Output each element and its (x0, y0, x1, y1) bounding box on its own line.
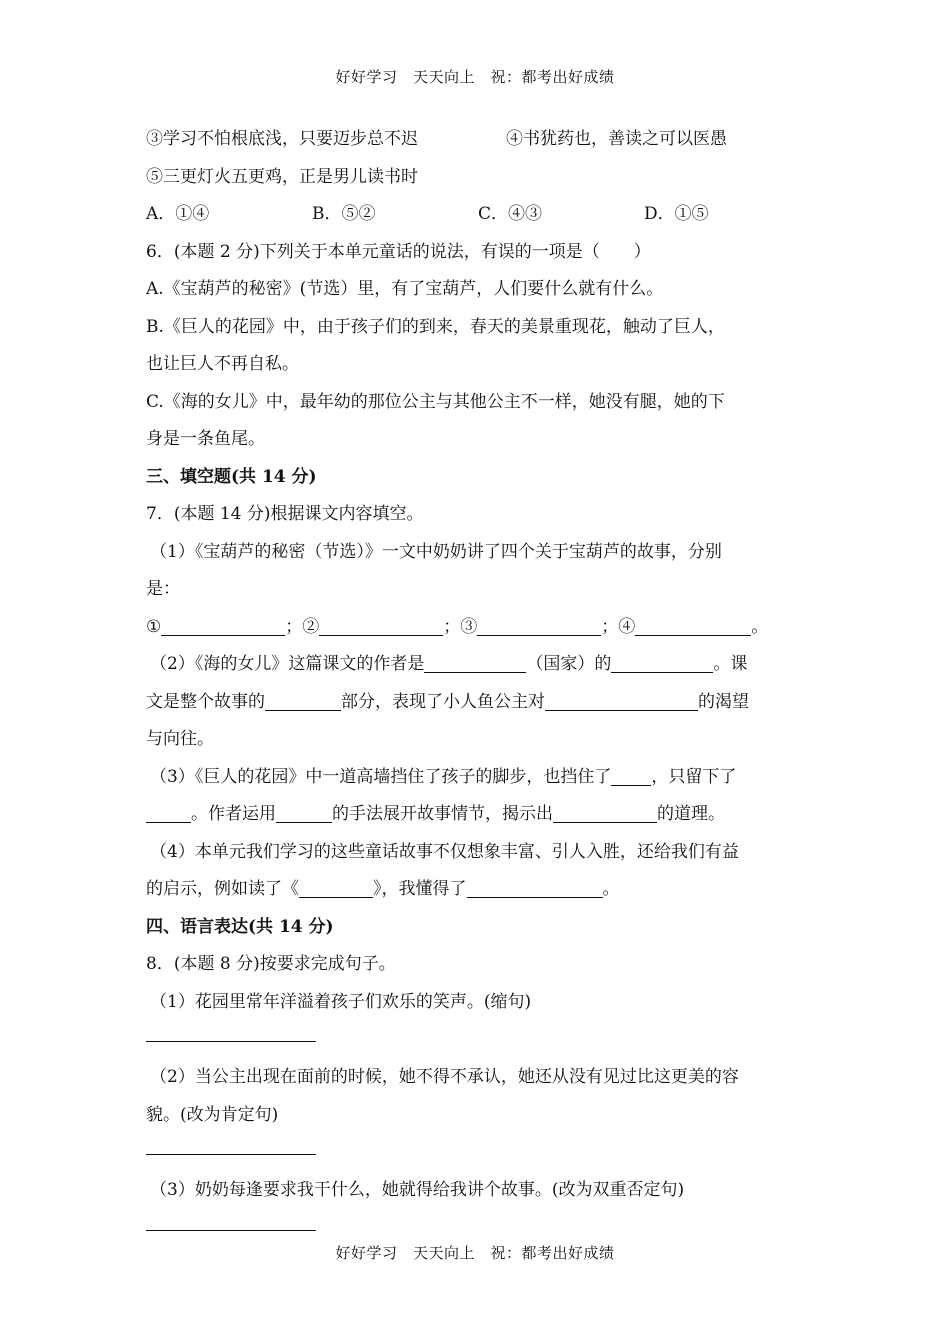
q7-blank-lesson[interactable] (553, 800, 657, 823)
q7-blank-author-name[interactable] (611, 650, 713, 673)
q7-blank-book[interactable] (299, 875, 373, 898)
q7-p2-text-6: 的渴望 (698, 691, 749, 712)
q8-answer-line-1[interactable] (146, 1040, 316, 1042)
q8-sentence-2-line1: （2）当公主出现在面前的时候，她不得不承认，她还从没有见过比这更美的容 (150, 1067, 739, 1087)
q7-label-3: ；③ (443, 616, 478, 637)
q7-part3-line1 (146, 759, 814, 797)
q6-option-c-line1: C.《海的女儿》中，最年幼的那位公主与其他公主不一样，她没有腿，她的下 (146, 391, 725, 412)
q7-p4-text-2: 》，我懂得了 (373, 879, 467, 899)
q5-option-c: C．④③ (478, 204, 543, 224)
q7-p3-text-3: 。作者运用 (191, 804, 276, 824)
q7-part1-line2: 是： (146, 579, 180, 599)
q7-p2-text-1: （2）《海的女儿》这篇课文的作者是 (150, 654, 425, 674)
q6-option-b-line1: B.《巨人的花园》中，由于孩子们的到来，春天的美景重现花，触动了巨人， (146, 316, 725, 337)
section-3-heading: 三、填空题(共 14 分) (146, 466, 317, 487)
q7-p2-text-3: 。课 (713, 654, 748, 674)
q7-part4-line1: （4）本单元我们学习的这些童话故事不仅想象丰富、引人入胜，还给我们有益 (150, 841, 739, 862)
q7-blank-blocked[interactable] (611, 763, 651, 786)
q6-option-a: A.《宝葫芦的秘密》(节选）里，有了宝葫芦，人们要什么就有什么。 (146, 279, 664, 299)
page-footer: 好好学习 天天向上 祝：都考出好成绩 (335, 1244, 615, 1262)
q7-p2-text-2: （国家）的 (526, 654, 612, 674)
q5-option-d: D．①⑤ (644, 204, 709, 224)
q7-p4-text-3: 。 (602, 879, 620, 899)
q5-items-row (146, 121, 814, 159)
q7-part1-blanks (146, 609, 814, 647)
q7-blank-left[interactable] (146, 800, 191, 823)
q8-sentence-1: （1）花园里常年洋溢着孩子们欢乐的笑声。(缩句) (150, 991, 532, 1012)
q7-blank-3[interactable] (477, 613, 601, 636)
q8-sentence-3: （3）奶奶每逢要求我干什么，她就得给我讲个故事。(改为双重否定句) (150, 1180, 685, 1200)
q7-p3-text-1: （3）《巨人的花园》中一道高墙挡住了孩子的脚步，也挡住了 (150, 766, 612, 787)
q6-option-b-line2: 也让巨人不再自私。 (146, 354, 299, 374)
q7-p3-text-4: 的手法展开故事情节，揭示出 (332, 804, 553, 824)
q7-blank-longing[interactable] (545, 688, 698, 711)
q7-blank-4[interactable] (635, 613, 751, 636)
q7-p2-text-4: 文是整个故事的 (146, 691, 265, 712)
q5-item-5: ⑤三更灯火五更鸡，正是男儿读书时 (146, 166, 418, 187)
q5-options (146, 196, 814, 234)
q7-blank-technique[interactable] (276, 800, 332, 823)
q7-p3-text-2: ，只留下了 (651, 766, 737, 787)
q5-item-3: ③学习不怕根底浅，只要迈步总不迟 (146, 129, 418, 149)
q5-item-4: ④书犹药也，善读之可以医愚 (506, 129, 727, 149)
page-header: 好好学习 天天向上 祝：都考出好成绩 (335, 68, 615, 86)
q7-blank-1[interactable] (161, 613, 285, 636)
q7-p3-text-5: 的道理。 (657, 804, 725, 824)
q5-option-a: A．①④ (146, 204, 210, 224)
q7-p4-text-1: 的启示，例如读了《 (146, 879, 299, 899)
q7-label-4: ；④ (601, 616, 636, 637)
q7-part2-line3: 与向往。 (146, 729, 214, 749)
q6-stem: 6．(本题 2 分)下列关于本单元童话的说法，有误的一项是（ ） (146, 241, 651, 262)
q7-stem: 7．(本题 14 分)根据课文内容填空。 (146, 504, 424, 524)
q7-part1-line1: （1）《宝葫芦的秘密（节选）》一文中奶奶讲了四个关于宝葫芦的故事，分别 (150, 541, 722, 562)
q7-label-end: 。 (751, 616, 769, 637)
q7-blank-author[interactable] (424, 650, 526, 673)
q7-part2-line1 (146, 646, 814, 684)
q7-part2-line2 (146, 684, 814, 722)
exam-content (146, 121, 814, 1248)
q8-answer-line-2[interactable] (146, 1153, 316, 1155)
q7-part4-line2 (146, 871, 814, 909)
q8-stem: 8．(本题 8 分)按要求完成句子。 (146, 954, 396, 974)
q7-blank-part[interactable] (265, 688, 341, 711)
q5-option-b: B．⑤② (312, 204, 376, 224)
q8-answer-line-3[interactable] (146, 1229, 316, 1231)
q6-option-c-line2: 身是一条鱼尾。 (146, 429, 265, 449)
section-4-heading: 四、语言表达(共 14 分) (146, 916, 334, 937)
q7-part3-line2 (146, 796, 814, 834)
q7-blank-learned[interactable] (467, 875, 603, 898)
q7-p2-text-5: 部分，表现了小人鱼公主对 (341, 691, 545, 712)
q7-label-2: ；② (285, 616, 320, 637)
q7-label-1: ① (146, 616, 162, 637)
q8-sentence-2-line2: 貌。(改为肯定句) (146, 1104, 279, 1125)
q7-blank-2[interactable] (319, 613, 443, 636)
